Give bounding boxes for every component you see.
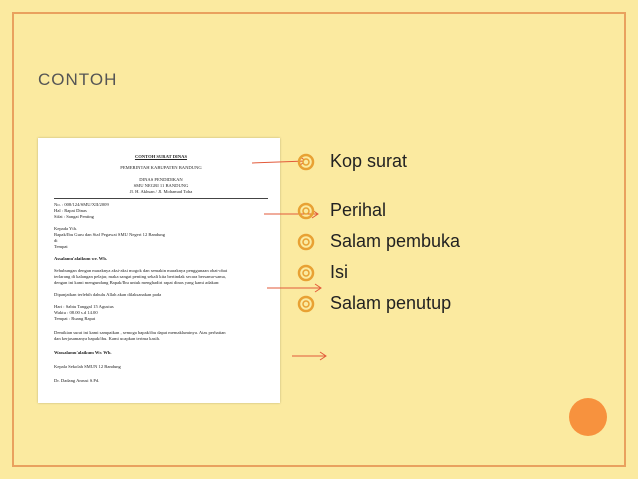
letter-kepada-3: di [54, 238, 58, 243]
letter-kepada-1: Kepada Yth. [54, 226, 78, 231]
bullet-icon [296, 294, 316, 314]
letter-kepada-2: Bapak/Ibu Guru dan Staf Pegawai SMU Negeri 12 Bandung [54, 232, 165, 237]
letter-salam-pembuka: Assalamu'alaikum wr. Wb. [54, 256, 108, 261]
bullet-text: Salam pembuka [330, 231, 461, 251]
letter-tempat: Tempat : Ruang Rapat [54, 316, 96, 321]
bullet-spacer [296, 177, 460, 195]
letter-kop-3: SMU NEGRI 11 BANDUNG [133, 183, 189, 188]
letter-salam-penutup: Wassalamu'alaikum Wr. Wb. [54, 350, 112, 355]
letter-kepada-4: Tempat [54, 244, 68, 249]
letter-hal: Hal : Rapat Dinas [54, 208, 87, 213]
bullet-item [296, 146, 460, 177]
slide-title: CONTOH [38, 70, 118, 89]
letter-isi-2: terlarang di kalangan pelajar, maka sangat penting sekali kita bertindak secara bersama-sama, [54, 274, 226, 279]
letter-kop-2: DINAS PENDIDIKAN [139, 177, 183, 182]
letter-penutup-1: Demikian surat ini kami sampaikan , semoga bapak/ibu dapat memakluminya. Atas perhatian [54, 330, 226, 335]
bullet-item [296, 257, 460, 288]
bullet-icon [296, 152, 316, 172]
bullet-icon [296, 232, 316, 252]
letter-ttd-1: Kepala Sekolah SMUN 12 Bandung [54, 364, 121, 369]
letter-image [38, 138, 280, 403]
bullet-icon [296, 201, 316, 221]
arrow-isi-icon [290, 350, 330, 362]
letter-hari: Hari : Sabtu Tanggal 15 Agustus [54, 304, 114, 309]
bullet-text: Isi [330, 262, 348, 282]
letter-ttd-2: Dr. Dadang Anrusi S.Pd. [54, 378, 100, 383]
bullet-item [296, 195, 460, 226]
bullet-item [296, 288, 460, 319]
letter-penutup-2: dan kerjasamanya bapak/ibu. Kami ucapkan terima kasih. [54, 336, 161, 341]
bullet-item [296, 226, 460, 257]
letter-divider [54, 198, 268, 199]
letter-waktu: Waktu : 08.00 s.d 14.00 [54, 310, 98, 315]
letter-sifat: Sifat : Sangat Penting [54, 214, 94, 219]
bullet-text: Perihal [330, 200, 387, 220]
decorative-circle [569, 398, 607, 436]
letter-isi-1: Sehubungan dengan maraknya aksi-aksi mogok dan semakin maraknya penggunaan obat-obat [54, 268, 228, 273]
bullet-list [296, 146, 460, 319]
letter-kop-4: Jl. H. Akhsan / Jl. Mohamad Toha [129, 189, 193, 194]
letter-isi-3: dengan ini kami mengundang Bapak/Ibu untuk menghadiri rapat dinas yang kami adakan: [54, 280, 220, 285]
letter-isi-4: Dipanjatkan terlebih dahulu Allah akan dilaksanakan pada [54, 292, 162, 297]
letter-kop-1: PEMERINTAH KABUPATEN BANDUNG [120, 165, 202, 170]
letter-heading: CONTOH SURAT DINAS [134, 154, 188, 159]
bullet-icon [296, 263, 316, 283]
bullet-text: Kop surat [330, 151, 408, 171]
letter-no: No. : 008/124/SMU/XII/2009 [54, 202, 109, 207]
bullet-text: Salam penutup [330, 293, 452, 313]
